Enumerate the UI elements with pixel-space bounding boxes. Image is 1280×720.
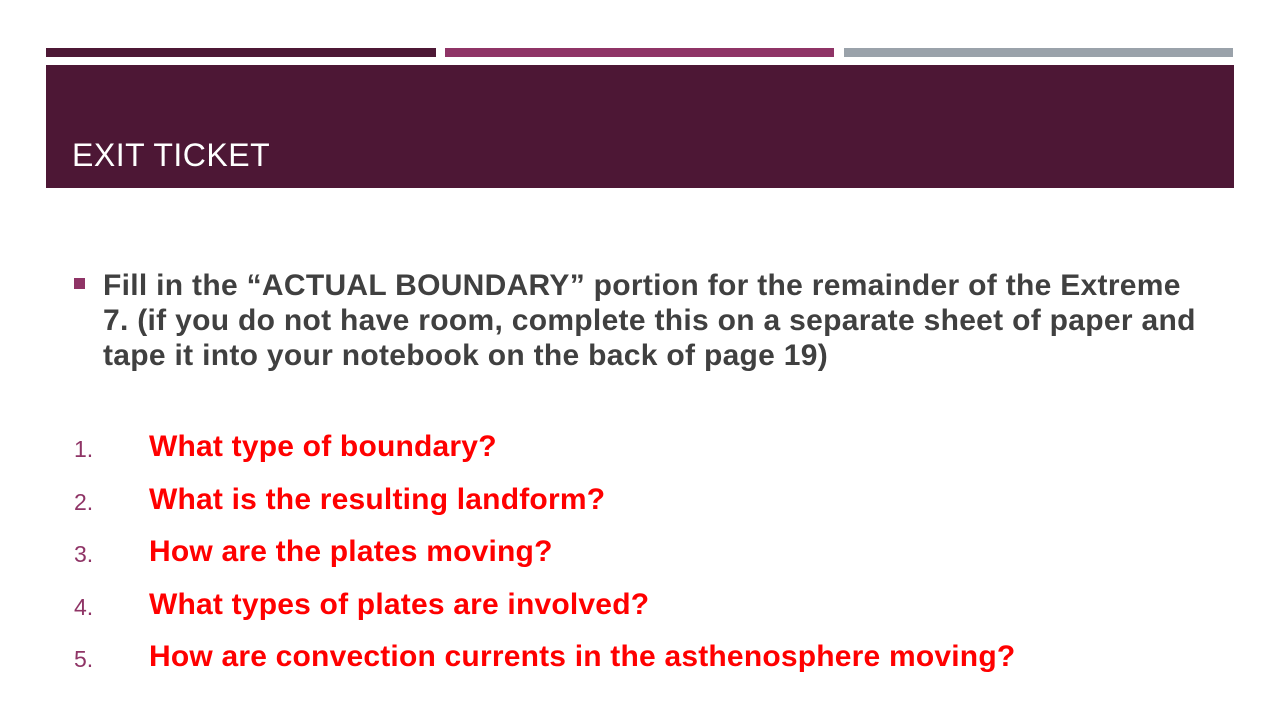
question-list <box>74 428 1254 691</box>
question-text: What type of boundary? <box>149 430 497 463</box>
accent-bar-dark <box>46 48 436 57</box>
question-number: 3. <box>74 541 94 567</box>
question-number: 4. <box>74 593 94 620</box>
title-band <box>46 65 1234 188</box>
question-item <box>74 481 1254 534</box>
question-number: 1. <box>74 436 94 462</box>
accent-bar-gray <box>844 48 1233 57</box>
question-text: How are convection currents in the asthenosphere moving? <box>149 640 1016 673</box>
question-item <box>74 533 1254 586</box>
accent-bar-magenta <box>445 48 834 57</box>
question-text: What is the resulting landform? <box>149 482 606 516</box>
square-bullet-icon <box>74 278 85 289</box>
slide-title: EXIT TICKET <box>72 137 271 173</box>
bullet-text: Fill in the “ACTUAL BOUNDARY” portion for the remainder of the Extreme 7. (if you do not have room, complete this on a separate sheet of paper and tape it into your notebook on the back of page 19) <box>103 269 1196 372</box>
question-number: 2. <box>74 488 94 515</box>
question-item <box>74 428 1254 481</box>
question-text: What types of plates are involved? <box>149 587 650 621</box>
question-item <box>74 638 1254 691</box>
question-number: 5. <box>74 646 94 672</box>
question-item <box>74 586 1254 639</box>
question-text: How are the plates moving? <box>149 535 553 568</box>
